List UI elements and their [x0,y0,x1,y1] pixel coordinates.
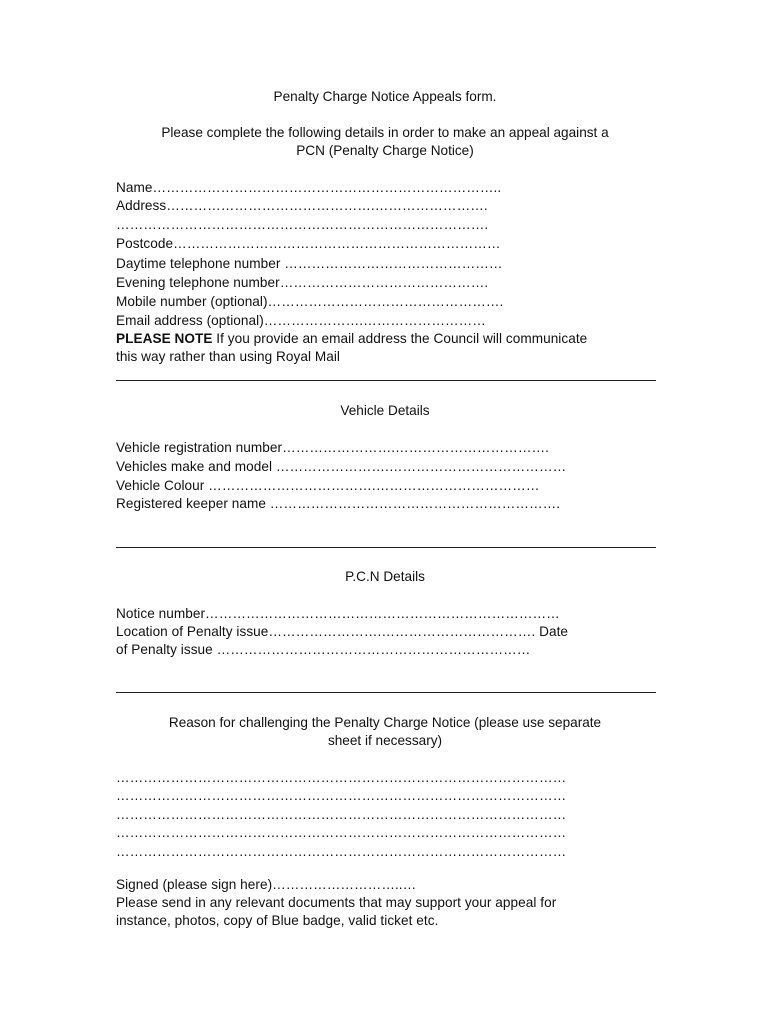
send-documents-line2: instance, photos, copy of Blue badge, valid ticket etc. [116,913,439,928]
section-divider [116,380,656,381]
email-field[interactable]: Email address (optional)………………….……………………… [116,313,486,328]
name-field[interactable]: Name………………………………………………………………….. [116,180,502,195]
mobile-field[interactable]: Mobile number (optional)……………………………………………. [116,294,504,309]
form-title: Penalty Charge Notice Appeals form. [273,89,497,104]
reason-line[interactable]: ……………………………………………………………………………………… [116,807,567,822]
vehicle-make-model-field[interactable]: Vehicles make and model …………………….………………………………… [116,459,567,474]
form-intro-line1: Please complete the following details in order to make an appeal against a [161,125,609,140]
pcn-details-heading: P.C.N Details [345,569,425,584]
reason-line[interactable]: ……………………………………………………………………………………… [116,825,567,840]
vehicle-colour-field[interactable]: Vehicle Colour ……………………………….……………………………… [116,478,540,493]
notice-number-field[interactable]: Notice number…………………………………………………………………… [116,606,560,621]
address-field[interactable]: Address……………………………………….……………………. [116,198,488,213]
reason-heading-line2: sheet if necessary) [327,733,443,748]
penalty-date-field[interactable]: of Penalty issue …………………………………………………………… [116,642,531,657]
daytime-phone-field[interactable]: Daytime telephone number ………………………………………… [116,256,503,271]
reason-line[interactable]: ……………………………………………………………………………………… [116,788,567,803]
evening-phone-field[interactable]: Evening telephone number………………………………………. [116,275,489,290]
section-divider [116,547,656,548]
please-note-text: If you provide an email address the Council will communicate [212,331,588,346]
registered-keeper-field[interactable]: Registered keeper name ………………………………………………………. [116,496,561,511]
send-documents-line1: Please send in any relevant documents that may support your appeal for [116,895,557,910]
signature-field[interactable]: Signed (please sign here)………………………..… [116,877,417,892]
reason-line[interactable]: ……………………………………………………………………………………… [116,770,567,785]
section-divider [116,692,656,693]
reason-heading-line1: Reason for challenging the Penalty Charge Notice (please use separate [168,715,602,730]
penalty-location-field[interactable]: Location of Penalty issue…………………….……………………………. Date [116,624,569,639]
form-intro-line2: PCN (Penalty Charge Notice) [296,143,474,158]
please-note [116,330,587,348]
postcode-field[interactable]: Postcode……………………………………………………………… [116,236,501,251]
vehicle-details-heading: Vehicle Details [340,403,430,418]
vehicle-registration-field[interactable]: Vehicle registration number…………………….……………………………. [116,440,549,455]
please-note-text-cont: this way rather than using Royal Mail [116,349,340,364]
address-continuation-field[interactable]: ………………………………………………………………………. [116,217,489,232]
reason-line[interactable]: ……………………………………………………………………………………… [116,844,567,859]
please-note-label: PLEASE NOTE [116,331,213,346]
